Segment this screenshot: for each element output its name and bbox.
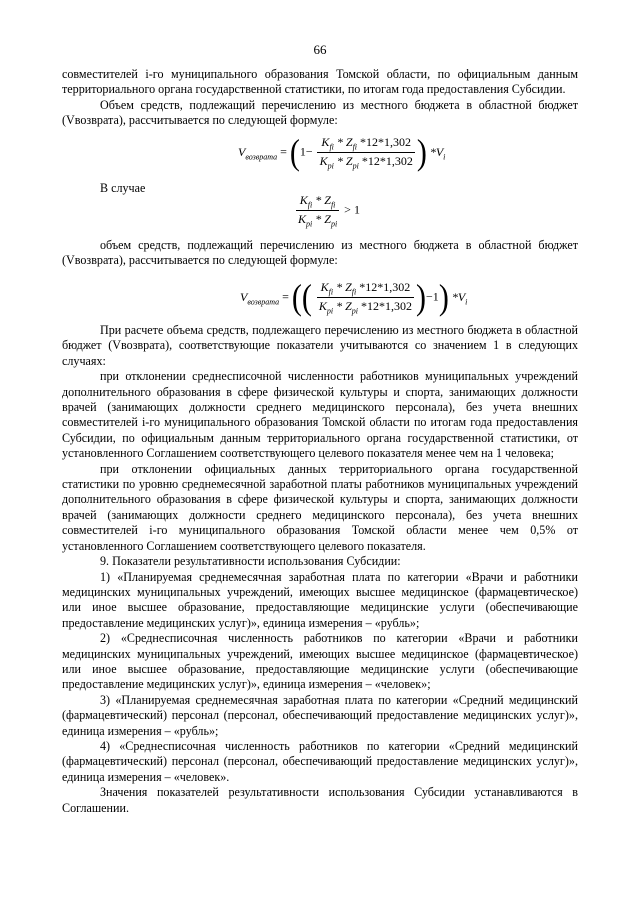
paragraph: при отклонении среднесписочной численности работников муниципальных учреждений дополнительного образования в сфере физической культуры и спорта, занимающих должности врачей (занимающих должности среднего медицинского персонала), без учета внешних совместителей i-го муниципального образования Томской области по итогам года предоставления Субсидии, по официальным данным территориального органа государственной статистики, от установленного Соглашением соответствующего целевого показателя менее чем на 1 человека; bbox=[62, 369, 578, 461]
page-number: 66 bbox=[313, 42, 327, 57]
text-block-mid bbox=[62, 238, 578, 269]
paragraph: 2) «Среднесписочная численность работников по категории «Врачи и работники медицинских муниципальных учреждений, имеющих высшее медицинское (фармацевтическое) или иное высшее образование, предоставляющие медицинские услуги (обеспечивающие предоставление медицинских услуг)», единица измерения – «человек»; bbox=[62, 631, 578, 692]
paragraph: совместителей i-го муниципального образования Томской области, по официальным данным территориального органа государственной статистики, по итогам года предоставления Субсидии. bbox=[62, 67, 578, 97]
formula-lhs: $V_{возврата}$ bbox=[240, 289, 280, 307]
paragraph: при отклонении официальных данных территориального органа государственной статистики по уровню среднемесячной заработной платы работников муниципальных учреждений дополнительного образования в сфере физической культуры и спорта, занимающих должности врачей (занимающих должности среднего медицинского персонала), без учета внешних совместителей i-го муниципального образования Томской области менее чем 0,5% от установленного Соглашением соответствующего целевого показателя. bbox=[62, 461, 578, 553]
formula-lhs: $V_{возврата}$ bbox=[238, 144, 278, 162]
paragraph: Значения показателей результативности использования Субсидии устанавливаются в Соглашении. bbox=[62, 785, 578, 815]
formula-rhs: $*V_i$ bbox=[429, 144, 446, 162]
paragraph: объем средств, подлежащий перечислению из местного бюджета в областной бюджет (Vвозврата), рассчитывается по следующей формуле: bbox=[62, 238, 578, 268]
text-block-bottom bbox=[62, 323, 578, 816]
formula-return-1: $V_{возврата} = (1-$ $\frac{K_{fi} * Z_{fi} *12*1,302}{K_{pi} * Z_{pi} *12*1,302}$ ) $*V_i$ bbox=[238, 132, 446, 173]
formula-fraction: $\frac{K_{fi} * Z_{fi} *12*1,302}{K_{pi} * Z_{pi} *12*1,302}$ bbox=[316, 135, 417, 171]
paragraph: Объем средств, подлежащий перечислению из местного бюджета в областной бюджет (Vвозврата), рассчитывается по следующей формуле: bbox=[62, 97, 578, 128]
formula-condition: $\frac{K_{fi} * Z_{fi}}{K_{pi} * Z_{pi}}$ > 1 bbox=[294, 193, 360, 229]
formula-return-2: $V_{возврата}$ = (( $\frac{K_{fi} * Z_{fi} *12*1,302}{K_{pi} * Z_{pi} *12*1,302}$ )−1) $*V_i$ bbox=[240, 277, 468, 318]
formula-rhs: $*V_i$ bbox=[451, 289, 468, 307]
paragraph: При расчете объема средств, подлежащего перечислению из местного бюджета в областной бюджет (Vвозврата), соответствующие показатели учитываются со значением 1 в следующих случаях: bbox=[62, 323, 578, 368]
paragraph: В случае bbox=[100, 181, 146, 195]
formula-fraction: $\frac{K_{fi} * Z_{fi} *12*1,302}{K_{pi} * Z_{pi} *12*1,302}$ bbox=[315, 280, 416, 316]
paragraph: 4) «Среднесписочная численность работников по категории «Средний медицинский (фармацевтический) персонал (персонал, обеспечивающий предоставление медицинских услуг)», единица измерения – «человек». bbox=[62, 738, 578, 784]
text-block-top bbox=[62, 67, 578, 129]
paragraph: 3) «Планируемая среднемесячная заработная плата по категории «Средний медицинский (фармацевтический) персонал (персонал, обеспечивающий предоставление медицинских услуг)», единица измерения – «рубль»; bbox=[62, 692, 578, 738]
formula-fraction: $\frac{K_{fi} * Z_{fi}}{K_{pi} * Z_{pi}}$ bbox=[294, 193, 341, 229]
paragraph: 1) «Планируемая среднемесячная заработная плата по категории «Врачи и работники медицинских муниципальных учреждений, имеющих высшее медицинское (фармацевтическое) или иное высшее образование, предоставляющие медицинские услуги (обеспечивающие предоставление медицинских услуг)», единица измерения – «рубль»; bbox=[62, 569, 578, 630]
paragraph: 9. Показатели результативности использования Субсидии: bbox=[100, 554, 401, 569]
